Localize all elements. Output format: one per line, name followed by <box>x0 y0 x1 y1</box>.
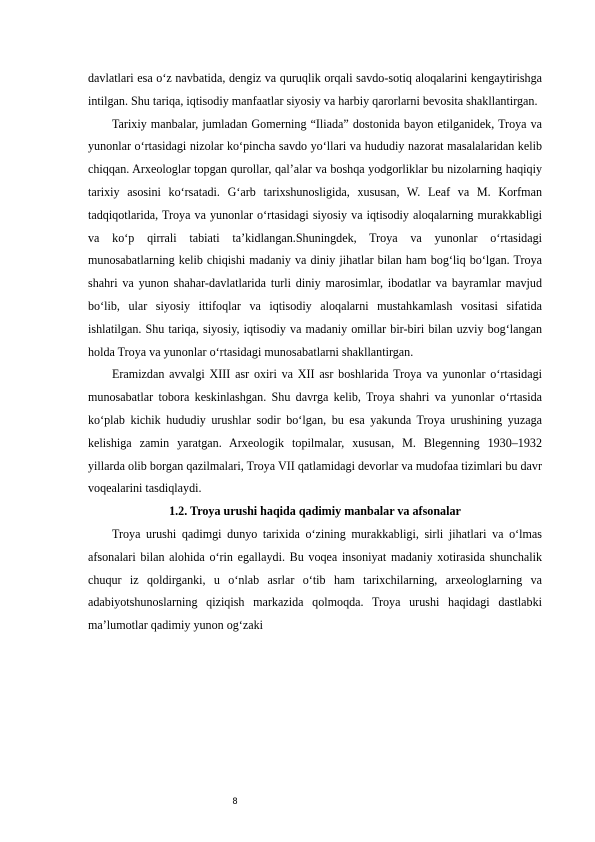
page-number: 8 <box>232 796 238 806</box>
paragraph-historical-sources: Tarixiy manbalar, jumladan Gomerning “Iliada” dostonida bayon etilganidek, Troya va yunonlar o‘rtasidagi nizolar ko‘pincha savdo yo‘llari va hududiy nazorat masalalaridan kelib chiqqan. Arxeologlar topgan qurollar, qal’alar va boshqa yodgorliklar bu nizolarning haqiqiy tarixiy asosini ko‘rsatadi. G‘arb tarixshunosligida, xususan, W. Leaf va M. Korfman tadqiqotlarida, Troya va yunonlar o‘rtasidagi siyosiy va iqtisodiy aloqalarning murakkabligi va ko‘p qirrali tabiati ta’kidlangan.Shuningdek, Troya va yunonlar o‘rtasidagi munosabatlarning kelib chiqishi madaniy va diniy jihatlar bilan ham bog‘liq bo‘lgan. Troya shahri va yunon shahar-davlatlarida turli diniy marosimlar, ibodatlar va bayramlar mavjud bo‘lib, ular siyosiy ittifoqlar va iqtisodiy aloqalarni mustahkamlash vositasi sifatida ishlatilgan. Shu tariqa, siyosiy, iqtisodiy va madaniy omillar bir-biri bilan uzviy bog‘langan holda Troya va yunonlar o‘rtasidagi munosabatlarni shakllantirgan. <box>88 116 542 359</box>
paragraph-continuation: davlatlari esa o‘z navbatida, dengiz va quruqlik orqali savdo-sotiq aloqalarini kengaytirishga intilgan. Shu tariqa, iqtisodiy manfaatlar siyosiy va harbiy qarorlarni bevosita shakllantirgan. <box>88 71 542 108</box>
paragraph-trojan-war-intro: Troya urushi qadimgi dunyo tarixida o‘zining murakkabligi, sirli jihatlari va o‘lmas afsonalari bilan alohida o‘rin egallaydi. Bu voqea insoniyat madaniy xotirasida shunchalik chuqur iz qoldirganki, u o‘nlab asrlar o‘tib ham tarixchilarning, arxeologlarning va adabiyotshunoslarning qiziqish markazida qolmoqda. Troya urushi haqidagi dastlabki ma’lumotlar qadimiy yunon og‘zaki <box>88 526 542 633</box>
section-heading: 1.2. Troya urushi haqida qadimiy manbalar va afsonalar <box>169 504 461 519</box>
paragraph-bronze-age-conflicts: Eramizdan avvalgi XIII asr oxiri va XII asr boshlarida Troya va yunonlar o‘rtasidagi munosabatlar tobora keskinlashgan. Shu davrga kelib, Troya shahri va yunonlar o‘rtasida ko‘plab kichik hududiy urushlar sodir bo‘lgan, bu esa yakunda Troya urushining yuzaga kelishiga zamin yaratgan. Arxeologik topilmalar, xususan, M. Blegenning 1930–1932 yillarda olib borgan qazilmalari, Troya VII qatlamidagi devorlar va mudofaa tizimlari bu davr voqealarini tasdiqlaydi. <box>88 367 542 496</box>
body-text <box>88 67 542 637</box>
